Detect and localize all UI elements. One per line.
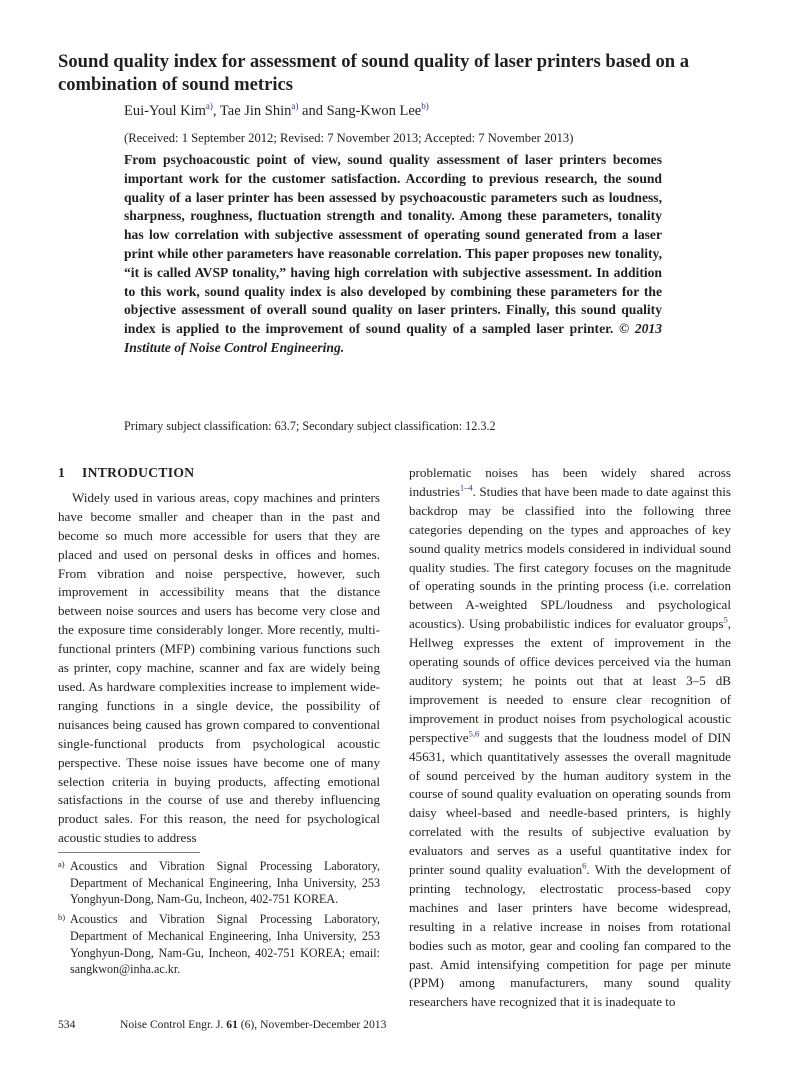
page-footer	[58, 1018, 386, 1031]
author-2-affiliation-mark[interactable]: a)	[291, 101, 299, 112]
citation-link[interactable]: 5	[723, 614, 728, 625]
footnote-text: Acoustics and Vibration Signal Processing Laboratory, Department of Mechanical Engineering, Inha University, 253 Yonghyun-Dong, Nam-Gu, Incheon, 402-751 KOREA; email: sangkwon@inha.ac.kr.	[70, 912, 380, 977]
citation-link[interactable]: 1–4	[459, 482, 473, 493]
intro-paragraph-continued	[409, 464, 731, 1012]
body-text: . Studies that have been made to date against this backdrop may be classified into the following three categories depending on the types and approaches of key sound quality metrics models considered in individual sound quality studies. The first category focuses on the magnitude of operating sounds in the printing process (i.e. correlation between A-weighted SPL/loudness and psychological acoustics). Using probabilistic indices for evaluator groups	[409, 483, 731, 632]
author-3-affiliation-mark[interactable]: b)	[421, 101, 429, 112]
left-column	[58, 464, 380, 848]
journal-volume: 61	[226, 1018, 238, 1031]
footnote-mark: a)	[58, 859, 65, 869]
body-text: , Hellweg expresses the extent of improvement in the operating sounds of office devices perceived via the human auditory system; he points out that at least 3–5 dB improvement is needed to ensure clear recognition of improvement in product noises from psychological acoustic perspective	[409, 616, 731, 745]
footnote-a	[58, 858, 380, 908]
page-number: 534	[58, 1018, 76, 1031]
author-3: Sang-Kwon Lee	[326, 103, 422, 119]
author-2: Tae Jin Shin	[219, 103, 292, 119]
footnote-divider	[58, 852, 200, 853]
footnote-b	[58, 911, 380, 978]
section-heading	[58, 464, 380, 483]
author-line	[124, 103, 429, 120]
footnotes	[58, 858, 380, 981]
intro-paragraph-1: Widely used in various areas, copy machines and printers have become smaller and cheaper than in the past and become so much more accessible for users that they are placed and used on personal desks in offices and homes. From vibration and noise perspective, however, such improvement in accessibility means that the distance between noise sources and users has become very close and the exposure time considerably longer. More recently, multi-functional printers (MFP) combining various functions such as printer, copy machine, scanner and fax are widely being used. As hardware complexities increase to implement wide-ranging functions in a single device, the possibility of nuisances being caused has grown compared to conventional single-functional products from psychological acoustic perspective. These noise issues have become one of many selection criteria in buying products, affecting emotional satisfactions in the course of use and thereby influencing product sales. For this reason, the need for psychological acoustic studies to address	[58, 489, 380, 846]
section-number: 1	[58, 465, 66, 480]
paper-title: Sound quality index for assessment of sound quality of laser printers based on a combination of sound metrics	[58, 51, 690, 95]
body-text: . With the development of printing technology, electrostatic process-based copy machines and laser printers have become widespread, resulting in a relative increase in noises from rotational bodies such as motor, gear and cooling fan compared to the past. Amid intensifying competition for page per minute (PPM) among manufacturers, many sound quality researchers have recognized that it is inadequate to	[409, 862, 731, 1010]
body-text: problematic noises has been widely shared across industries	[409, 465, 731, 499]
subject-classification: Primary subject classification: 63.7; Secondary subject classification: 12.3.2	[124, 419, 496, 433]
author-separator: ,	[212, 103, 220, 119]
author-1-affiliation-mark[interactable]: a)	[205, 101, 213, 112]
abstract	[124, 151, 662, 358]
right-column	[409, 464, 731, 1012]
footnote-mark: b)	[58, 912, 66, 923]
journal-name: Noise Control Engr. J.	[120, 1018, 227, 1031]
citation-link[interactable]: 5,6	[468, 728, 480, 739]
abstract-text: From psychoacoustic point of view, sound quality assessment of laser printers becomes important work for the customer satisfaction. According to previous research, the sound quality of a laser printer has been assessed by psychoacoustic parameters such as loudness, sharpness, roughness, fluctuation strength and tonality. Among these parameters, tonality has low correlation with subjective assessment of operating sound generated from a laser print while other parameters have reasonable correlation. This paper proposes new tonality, “it is called AVSP tonality,” having high correlation with subjective assessment. In addition to this work, sound quality index is also developed by combining these parameters for the objective assessment of overall sound quality on laser printers. Finally, this sound quality index is applied to the improvement of sound quality of a sampled laser printer.	[124, 152, 662, 337]
journal-issue: (6), November-December 2013	[237, 1018, 387, 1031]
footnote-text: Acoustics and Vibration Signal Processing Laboratory, Department of Mechanical Engineering, Inha University, 253 Yonghyun-Dong, Nam-Gu, Incheon, 402-751 KOREA.	[70, 859, 380, 907]
author-1: Eui-Youl Kim	[124, 103, 206, 119]
abstract-copyright: © 2013 Institute of Noise Control Engineering.	[124, 321, 663, 355]
citation-link[interactable]: 6	[582, 860, 587, 871]
section-title: INTRODUCTION	[82, 465, 195, 480]
received-dates: (Received: 1 September 2012; Revised: 7 November 2013; Accepted: 7 November 2013)	[124, 131, 574, 145]
author-separator: and	[298, 103, 327, 119]
body-text: and suggests that the loudness model of DIN 45631, which quantitatively assesses the overall magnitude of sound perceived by the human auditory system in the course of sound quality evaluation on operating sounds from daisy wheel-based and needle-based printers, is highly correlated with the results of subjective evaluation by evaluators and serves as a useful quantitative index for printer sound quality evaluation	[409, 729, 731, 878]
